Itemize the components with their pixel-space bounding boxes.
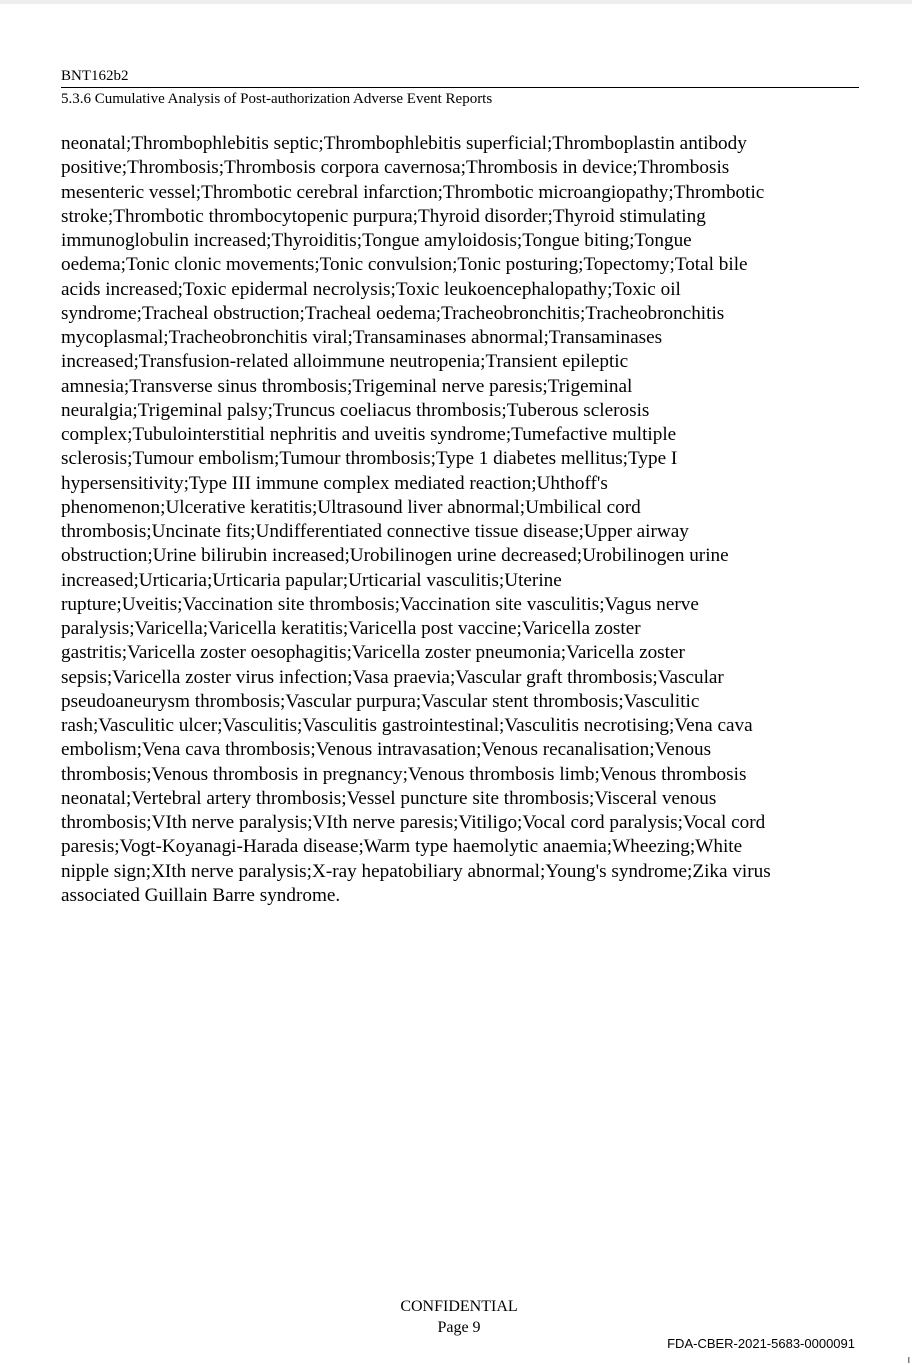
body-line: oedema;Tonic clonic movements;Tonic convulsion;Tonic posturing;Topectomy;Total bile: [61, 254, 748, 276]
body-line: neonatal;Thrombophlebitis septic;Thrombophlebitis superficial;Thromboplastin antibody: [61, 133, 747, 154]
body-line: hypersensitivity;Type III immune complex mediated reaction;Uhthoff's: [61, 472, 608, 494]
confidential-label: CONFIDENTIAL: [400, 1298, 518, 1315]
body-line: mycoplasmal;Tracheobronchitis viral;Transaminases abnormal;Transaminases: [61, 327, 663, 348]
body-line: positive;Thrombosis;Thrombosis corpora cavernosa;Thrombosis in device;Thrombosis: [61, 157, 730, 179]
edge-mark: I: [907, 1356, 910, 1365]
header-product-name: BNT162b2: [61, 68, 129, 84]
page-number: Page 9: [437, 1319, 481, 1336]
body-line: neonatal;Vertebral artery thrombosis;Vessel puncture site thrombosis;Visceral venous: [61, 787, 717, 809]
body-line: associated Guillain Barre syndrome.: [61, 884, 341, 906]
body-line: increased;Transfusion-related alloimmune neutropenia;Transient epileptic: [61, 351, 629, 373]
adverse-event-terms-paragraph: [61, 132, 851, 908]
body-line: rash;Vasculitic ulcer;Vasculitis;Vasculitis gastrointestinal;Vasculitis necrotising;Vena cava: [61, 715, 753, 736]
body-line: embolism;Vena cava thrombosis;Venous intravasation;Venous recanalisation;Venous: [61, 739, 712, 761]
body-line: amnesia;Transverse sinus thrombosis;Trigeminal nerve paresis;Trigeminal: [61, 375, 633, 397]
body-line: sepsis;Varicella zoster virus infection;Vasa praevia;Vascular graft thrombosis;Vascular: [61, 666, 724, 688]
page-header: [61, 66, 859, 109]
body-line: phenomenon;Ulcerative keratitis;Ultrasound liver abnormal;Umbilical cord: [61, 496, 641, 518]
body-line: stroke;Thrombotic thrombocytopenic purpura;Thyroid disorder;Thyroid stimulating: [61, 205, 706, 227]
body-line: thrombosis;VIth nerve paralysis;VIth nerve paresis;Vitiligo;Vocal cord paralysis;Vocal cord: [61, 812, 766, 833]
body-line: gastritis;Varicella zoster oesophagitis;Varicella zoster pneumonia;Varicella zoster: [61, 642, 685, 664]
document-id: FDA-CBER-2021-5683-0000091: [667, 1336, 855, 1351]
body-line: thrombosis;Venous thrombosis in pregnancy;Venous thrombosis limb;Venous thrombosis: [61, 763, 747, 785]
body-line: syndrome;Tracheal obstruction;Tracheal oedema;Tracheobronchitis;Tracheobronchitis: [61, 302, 725, 324]
body-line: thrombosis;Uncinate fits;Undifferentiated connective tissue disease;Upper airway: [61, 521, 689, 542]
body-line: paresis;Vogt-Koyanagi-Harada disease;Warm type haemolytic anaemia;Wheezing;White: [61, 836, 743, 858]
body-line: pseudoaneurysm thrombosis;Vascular purpura;Vascular stent thrombosis;Vasculitic: [61, 690, 700, 712]
header-divider: [61, 87, 859, 88]
body-line: acids increased;Toxic epidermal necrolysis;Toxic leukoencephalopathy;Toxic oil: [61, 278, 681, 300]
body-line: nipple sign;XIth nerve paralysis;X-ray hepatobiliary abnormal;Young's syndrome;Zika virus: [61, 860, 771, 882]
body-line: obstruction;Urine bilirubin increased;Urobilinogen urine decreased;Urobilinogen urine: [61, 545, 729, 567]
body-line: rupture;Uveitis;Vaccination site thrombosis;Vaccination site vasculitis;Vagus nerve: [61, 593, 699, 615]
body-line: immunoglobulin increased;Thyroiditis;Tongue amyloidosis;Tongue biting;Tongue: [61, 230, 692, 251]
body-line: complex;Tubulointerstitial nephritis and uveitis syndrome;Tumefactive multiple: [61, 424, 677, 445]
body-line: neuralgia;Trigeminal palsy;Truncus coeliacus thrombosis;Tuberous sclerosis: [61, 399, 650, 421]
header-section-title: 5.3.6 Cumulative Analysis of Post-authorization Adverse Event Reports: [61, 91, 493, 107]
page-top-strip: [0, 0, 912, 4]
body-line: increased;Urticaria;Urticaria papular;Urticarial vasculitis;Uterine: [61, 569, 562, 591]
body-line: paralysis;Varicella;Varicella keratitis;Varicella post vaccine;Varicella zoster: [61, 618, 641, 639]
body-line: sclerosis;Tumour embolism;Tumour thrombosis;Type 1 diabetes mellitus;Type I: [61, 448, 678, 470]
body-line: mesenteric vessel;Thrombotic cerebral infarction;Thrombotic microangiopathy;Thrombotic: [61, 181, 765, 203]
